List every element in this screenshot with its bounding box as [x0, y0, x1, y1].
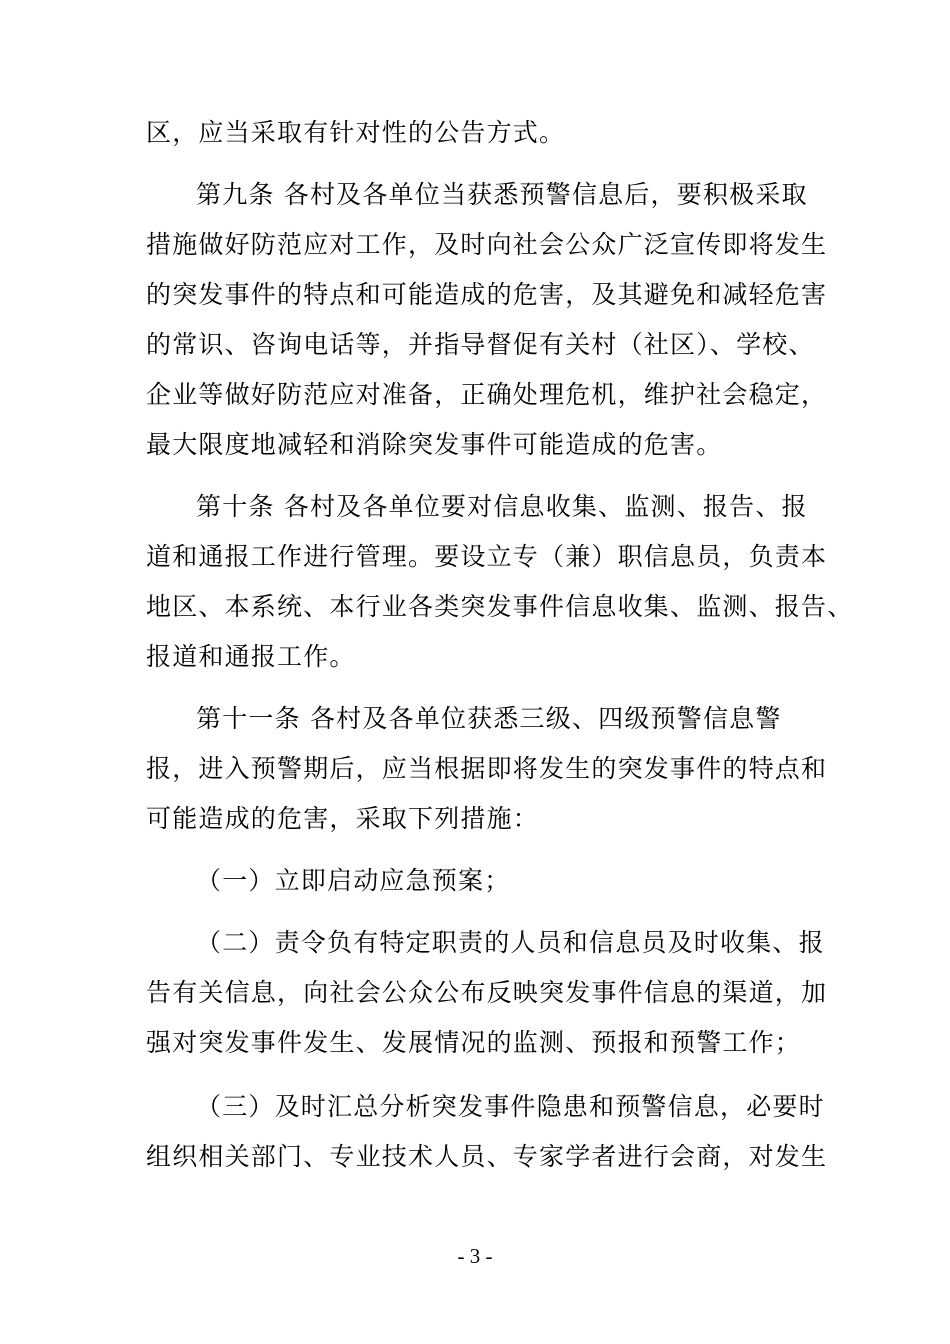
text-line: 报道和通报工作。: [146, 642, 356, 671]
text-line: 企业等做好防范应对准备，正确处理危机，维护社会稳定，: [146, 380, 828, 409]
text-line: 措施做好防范应对工作，及时向社会公众广泛宣传即将发生: [146, 230, 828, 259]
text-line: 组织相关部门、专业技术人员、专家学者进行会商，对发生: [146, 1142, 828, 1171]
text-line: 可能造成的危害，采取下列措施：: [146, 804, 540, 833]
text-line: 最大限度地减轻和消除突发事件可能造成的危害。: [146, 430, 723, 459]
text-line: 地区、本系统、本行业各类突发事件信息收集、监测、报告、: [146, 592, 854, 621]
text-line: 第九条 各村及各单位当获悉预警信息后，要积极采取: [196, 180, 808, 209]
text-line: 的常识、咨询电话等，并指导督促有关村（社区）、学校、: [146, 330, 815, 359]
text-line: 的突发事件的特点和可能造成的危害，及其避免和减轻危害: [146, 280, 828, 309]
page-number: - 3 -: [457, 1244, 493, 1268]
text-line: 道和通报工作进行管理。要设立专（兼）职信息员，负责本: [146, 542, 828, 571]
text-line: 第十一条 各村及各单位获悉三级、四级预警信息警: [196, 704, 782, 733]
text-line: 报，进入预警期后，应当根据即将发生的突发事件的特点和: [146, 754, 828, 783]
text-line: 告有关信息，向社会公众公布反映突发事件信息的渠道，加: [146, 978, 828, 1007]
text-line: 第十条 各村及各单位要对信息收集、监测、报告、报: [196, 492, 808, 521]
text-line: 区，应当采取有针对性的公告方式。: [146, 118, 566, 147]
text-line: （一）立即启动应急预案；: [196, 866, 511, 895]
text-line: （三）及时汇总分析突发事件隐患和预警信息，必要时: [196, 1092, 825, 1121]
text-line: 强对突发事件发生、发展情况的监测、预报和预警工作；: [146, 1028, 802, 1057]
text-line: （二）责令负有特定职责的人员和信息员及时收集、报: [196, 928, 825, 957]
